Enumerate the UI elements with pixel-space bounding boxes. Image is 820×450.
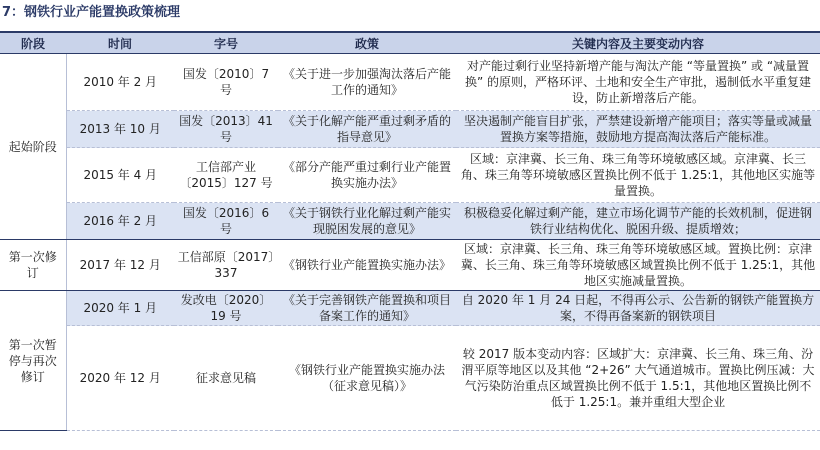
header-time: 时间 [66, 32, 174, 54]
policy-table [0, 31, 820, 431]
table-row [0, 240, 820, 291]
time-cell: 2010 年 2 月 [66, 54, 174, 111]
header-policy: 政策 [278, 32, 456, 54]
table-title: 7：钢铁行业产能置换政策梳理 [2, 5, 181, 20]
content-cell: 积极稳妥化解过剩产能，建立市场化调节产能的长效机制，促进钢铁行业结构优化、脱困升级、提质增效； [456, 203, 820, 240]
header-row [0, 32, 820, 54]
doc-no-cell: 工信部原〔2017〕337 [174, 240, 278, 291]
doc-no-cell: 国发〔2010〕7 号 [174, 54, 278, 111]
policy-cell: 《钢铁行业产能置换实施办法》 [278, 240, 456, 291]
table-row [0, 291, 820, 326]
content-cell: 区域：京津冀、长三角、珠三角等环境敏感区域。置换比例：京津冀、长三角、珠三角等环境敏感区域置换比例不低于 1.25:1，其他地区实施减量置换。 [456, 240, 820, 291]
time-cell: 2017 年 12 月 [66, 240, 174, 291]
table-row [0, 326, 820, 431]
time-cell: 2015 年 4 月 [66, 148, 174, 203]
doc-no-cell: 工信部产业〔2015〕127 号 [174, 148, 278, 203]
policy-cell: 《关于进一步加强淘汰落后产能工作的通知》 [278, 54, 456, 111]
content-cell: 坚决遏制产能盲目扩张，严禁建设新增产能项目；落实等量或减量置换方案等措施，鼓励地方提高淘汰落后产能标准。 [456, 111, 820, 148]
doc-no-cell: 国发〔2013〕41 号 [174, 111, 278, 148]
content-cell: 自 2020 年 1 月 24 日起，不得再公示、公告新的钢铁产能置换方案，不得再备案新的钢铁项目 [456, 291, 820, 326]
table-row [0, 111, 820, 148]
phase-cell: 起始阶段 [0, 54, 66, 240]
phase-cell: 第一次暂停与再次修订 [0, 291, 66, 431]
doc-no-cell: 国发〔2016〕6 号 [174, 203, 278, 240]
phase-cell: 第一次修订 [0, 240, 66, 291]
policy-cell: 《关于钢铁行业化解过剩产能实现脱困发展的意见》 [278, 203, 456, 240]
table-row [0, 54, 820, 111]
table-row [0, 203, 820, 240]
header-phase: 阶段 [0, 32, 66, 54]
content-cell: 对产能过剩行业坚持新增产能与淘汰产能 “等量置换” 或 “减量置换” 的原则，严格环评、土地和安全生产审批，遏制低水平重复建设，防止新增落后产能。 [456, 54, 820, 111]
policy-cell: 《关于完善钢铁产能置换和项目备案工作的通知》 [278, 291, 456, 326]
policy-cell: 《关于化解产能严重过剩矛盾的指导意见》 [278, 111, 456, 148]
time-cell: 2020 年 12 月 [66, 326, 174, 431]
time-cell: 2020 年 1 月 [66, 291, 174, 326]
table-row [0, 148, 820, 203]
time-cell: 2016 年 2 月 [66, 203, 174, 240]
header-doc-no: 字号 [174, 32, 278, 54]
policy-cell: 《钢铁行业产能置换实施办法（征求意见稿）》 [278, 326, 456, 431]
policy-cell: 《部分产能严重过剩行业产能置换实施办法》 [278, 148, 456, 203]
content-cell: 区域：京津冀、长三角、珠三角等环境敏感区域。京津冀、长三角、珠三角等环境敏感区置换比例不低于 1.25:1，其他地区实施等量置换。 [456, 148, 820, 203]
time-cell: 2013 年 10 月 [66, 111, 174, 148]
header-content: 关键内容及主要变动内容 [456, 32, 820, 54]
content-cell: 较 2017 版本变动内容：区域扩大：京津冀、长三角、珠三角、汾渭平原等地区以及其他 “2+26” 大气通道城市。置换比例压减：大气污染防治重点区域置换比例不低于 1.5:1，其他地区置换比例不低于 1.25:1。兼并重组大型企业 [456, 326, 820, 431]
doc-no-cell: 征求意见稿 [174, 326, 278, 431]
doc-no-cell: 发改电〔2020〕19 号 [174, 291, 278, 326]
